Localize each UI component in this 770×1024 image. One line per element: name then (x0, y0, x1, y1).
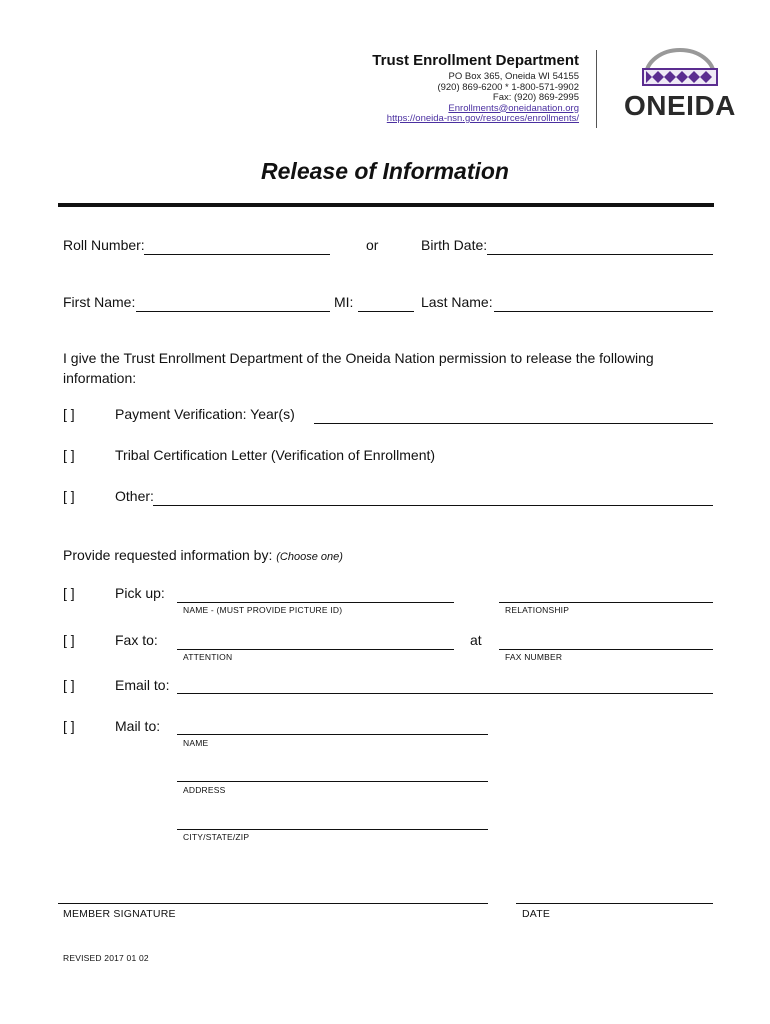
roll-number-label: Roll Number: (63, 237, 145, 253)
city-state-zip-caption: CITY/STATE/ZIP (183, 832, 250, 842)
fax-attention-field[interactable] (177, 649, 454, 650)
date-caption: DATE (522, 908, 551, 920)
member-signature-field[interactable] (58, 903, 488, 904)
first-name-field[interactable] (136, 311, 330, 312)
department-fax: Fax: (920) 869-2995 (492, 92, 579, 103)
fax-label: Fax to: (115, 632, 158, 648)
fax-checkbox[interactable]: [ ] (63, 632, 75, 648)
delivery-prompt (63, 547, 343, 563)
wampum-belt-icon (624, 46, 736, 90)
mail-city-state-zip-field[interactable] (177, 829, 488, 830)
pickup-checkbox[interactable]: [ ] (63, 585, 75, 601)
other-label: Other: (115, 488, 154, 504)
mail-name-caption: NAME (183, 738, 209, 748)
relationship-field[interactable] (499, 602, 713, 603)
payment-verification-label: Payment Verification: Year(s) (115, 406, 295, 422)
birth-date-label: Birth Date: (421, 237, 488, 253)
fax-number-field[interactable] (499, 649, 713, 650)
logo-wordmark: ONEIDA (624, 90, 736, 121)
pickup-label: Pick up: (115, 585, 165, 601)
department-address: PO Box 365, Oneida WI 54155 (448, 71, 579, 82)
pickup-name-field[interactable] (177, 602, 454, 603)
mail-checkbox[interactable]: [ ] (63, 718, 75, 734)
email-link[interactable]: Enrollments@oneidanation.org (448, 102, 579, 114)
header-divider (596, 50, 597, 128)
email-field[interactable] (177, 693, 713, 694)
attention-caption: ATTENTION (183, 652, 233, 662)
or-label: or (366, 237, 379, 253)
relationship-caption: RELATIONSHIP (505, 605, 570, 615)
mi-label: MI: (334, 294, 354, 310)
at-label: at (470, 632, 482, 648)
department-phone: (920) 869-6200 * 1-800-571-9902 (437, 81, 579, 93)
payment-checkbox[interactable]: [ ] (63, 406, 75, 422)
choose-one-note: (Choose one) (276, 551, 343, 563)
mail-name-field[interactable] (177, 734, 488, 735)
website-link[interactable]: https://oneida-nsn.gov/resources/enrollments/ (386, 113, 579, 124)
tribal-cert-checkbox[interactable]: [ ] (63, 447, 75, 463)
mail-address-caption: ADDRESS (183, 785, 226, 795)
mail-address-field[interactable] (177, 781, 488, 782)
other-field[interactable] (153, 505, 713, 506)
other-checkbox[interactable]: [ ] (63, 488, 75, 504)
document-title: Release of Information (261, 158, 509, 184)
email-checkbox[interactable]: [ ] (63, 677, 75, 693)
email-label: Email to: (115, 677, 170, 693)
title-rule (58, 203, 714, 207)
roll-number-field[interactable] (144, 254, 330, 255)
permission-text: I give the Trust Enrollment Department of the Oneida Nation permission to release the following information: (63, 350, 654, 386)
last-name-label: Last Name: (421, 294, 493, 310)
mail-label: Mail to: (115, 718, 161, 734)
payment-years-field[interactable] (314, 423, 713, 424)
revised-date: REVISED 2017 01 02 (63, 953, 149, 963)
delivery-prompt-text: Provide requested information by: (63, 547, 273, 563)
birth-date-field[interactable] (487, 254, 713, 255)
last-name-field[interactable] (494, 311, 713, 312)
pickup-name-caption: NAME - (MUST PROVIDE PICTURE ID) (183, 605, 343, 615)
mi-field[interactable] (358, 311, 414, 312)
tribal-certification-label: Tribal Certification Letter (Verification of Enrollment) (115, 447, 436, 463)
department-name: Trust Enrollment Department (372, 52, 579, 69)
fax-number-caption: FAX NUMBER (505, 652, 563, 662)
date-field[interactable] (516, 903, 713, 904)
member-signature-caption: MEMBER SIGNATURE (63, 908, 176, 920)
first-name-label: First Name: (63, 294, 136, 310)
